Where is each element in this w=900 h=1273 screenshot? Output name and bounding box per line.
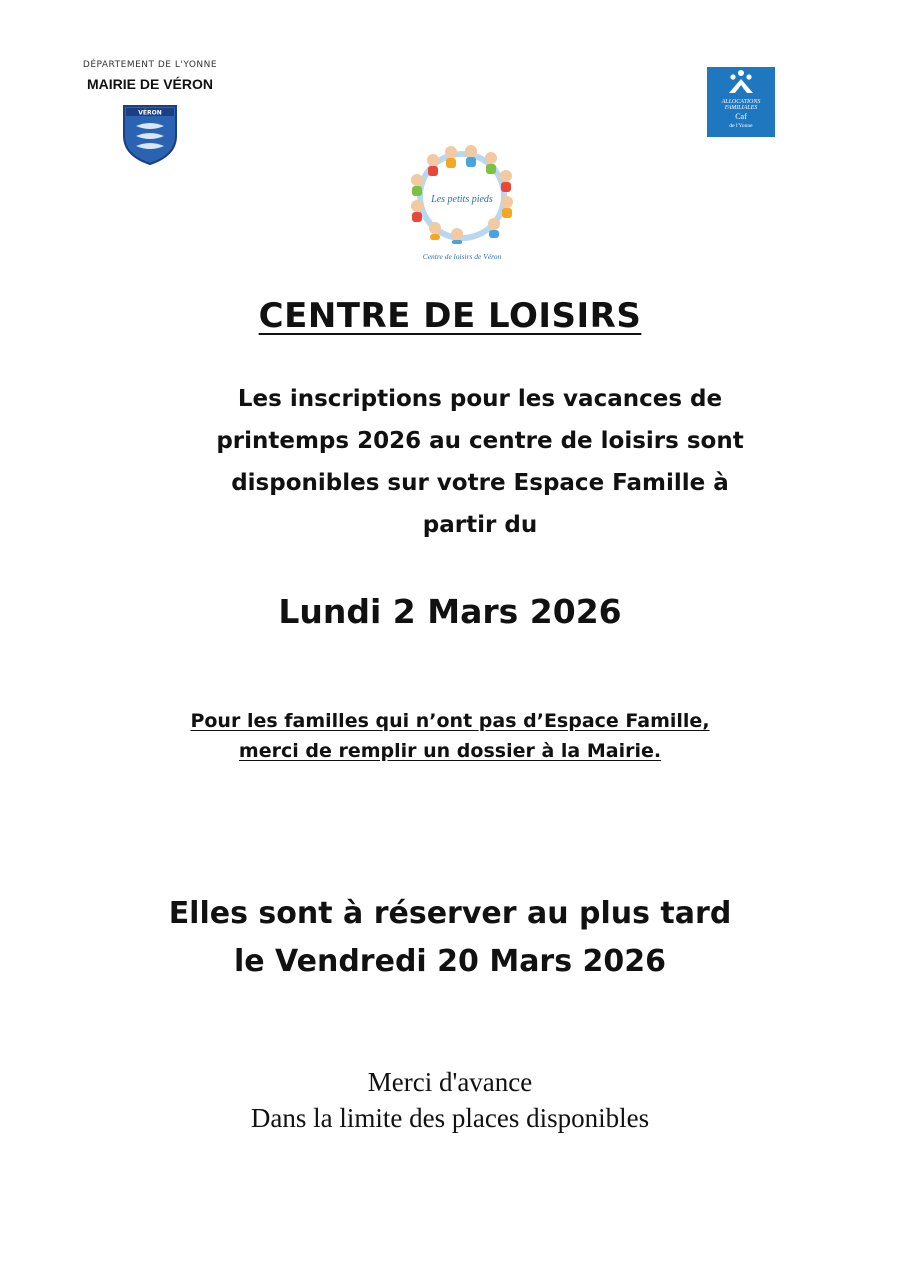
notice-line: merci de remplir un dossier à la Mairie. bbox=[238, 740, 662, 762]
footer-line: Merci d'avance bbox=[367, 1067, 533, 1097]
centre-logo-name: Les petits pieds bbox=[431, 194, 493, 205]
centre-logo-caption: Centre de loisirs de Véron bbox=[422, 252, 502, 261]
caf-region: de l'Yonne bbox=[729, 123, 753, 129]
intro-line: Les inscriptions pour les vacances de bbox=[237, 386, 723, 412]
deadline-line: Elles sont à réserver au plus tard bbox=[168, 896, 732, 931]
caf-line1: ALLOCATIONS bbox=[721, 99, 761, 105]
notice-line: Pour les familles qui n’ont pas d’Espace Famille, bbox=[190, 710, 710, 732]
centre-logo bbox=[395, 140, 530, 265]
deadline-line: le Vendredi 20 Mars 2026 bbox=[233, 944, 667, 979]
caf-logo bbox=[707, 67, 775, 137]
mairie-name: MAIRIE DE VÉRON bbox=[86, 76, 213, 92]
intro-line: printemps 2026 au centre de loisirs sont bbox=[216, 428, 744, 454]
veron-shield-icon bbox=[120, 102, 180, 166]
caf-name: Caf bbox=[735, 112, 747, 121]
deadline bbox=[0, 890, 900, 986]
start-date: Lundi 2 Mars 2026 bbox=[278, 592, 622, 631]
caf-line2: FAMILIALES bbox=[724, 105, 758, 111]
intro-paragraph bbox=[100, 378, 860, 546]
footer-note bbox=[0, 1064, 900, 1136]
page-title-text: CENTRE DE LOISIRS bbox=[258, 296, 642, 336]
mairie-header bbox=[60, 60, 240, 166]
department-label: DÉPARTEMENT DE L'YONNE bbox=[82, 60, 218, 70]
intro-line: partir du bbox=[422, 512, 538, 538]
page-title bbox=[0, 296, 900, 336]
shield-label: VÉRON bbox=[138, 109, 162, 117]
espace-famille-notice bbox=[0, 706, 900, 766]
footer-line: Dans la limite des places disponibles bbox=[250, 1103, 650, 1133]
caf-family-icon bbox=[707, 67, 775, 99]
intro-line: disponibles sur votre Espace Famille à bbox=[231, 470, 729, 496]
caf-allocations bbox=[707, 99, 775, 111]
